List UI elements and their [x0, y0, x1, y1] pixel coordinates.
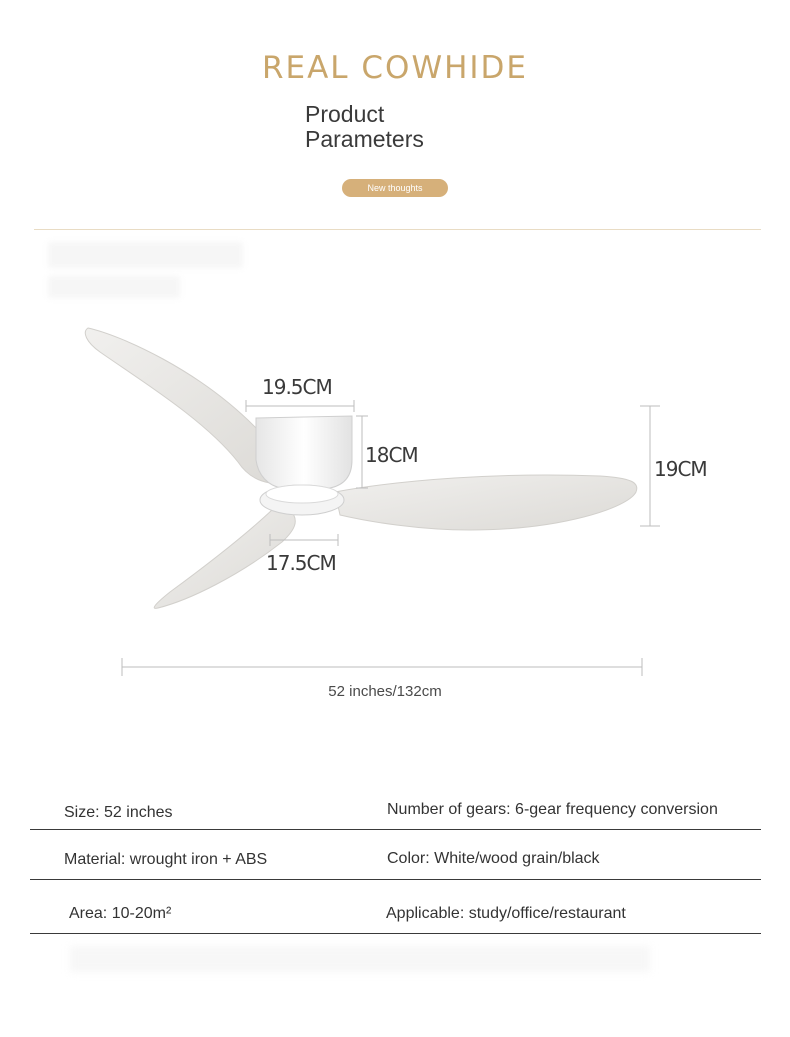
brand-title: REAL COWHIDE [261, 50, 529, 86]
subtitle-line-2: Parameters [305, 126, 424, 152]
fan-canopy [256, 416, 352, 488]
tagline-pill: New thoughts [342, 179, 448, 197]
spec-color: Color: White/wood grain/black [387, 850, 600, 867]
spec-size: Size: 52 inches [64, 804, 173, 821]
faded-watermark [70, 946, 650, 972]
canopy-width-label: 19.5CM [262, 375, 332, 399]
fan-blade-right [335, 475, 637, 530]
spec-row [30, 830, 761, 880]
spec-table [30, 792, 761, 934]
spec-applicable: Applicable: study/office/restaurant [386, 905, 626, 922]
spec-gears: Number of gears: 6-gear frequency conversion [387, 801, 718, 818]
spec-material: Material: wrought iron + ABS [64, 851, 268, 868]
fan-dimension-diagram [0, 230, 790, 710]
spec-row [30, 792, 761, 830]
spec-area: Area: 10-20m² [69, 905, 172, 922]
span-label: 52 inches/132cm [328, 683, 442, 700]
canopy-height-label: 18CM [365, 443, 418, 467]
total-height-label: 19CM [654, 457, 707, 481]
base-width-label: 17.5CM [266, 551, 336, 575]
spec-row [30, 880, 761, 934]
fan-base-top [266, 485, 338, 503]
subtitle-line-1: Product [305, 101, 385, 127]
section-subtitle [305, 102, 505, 152]
